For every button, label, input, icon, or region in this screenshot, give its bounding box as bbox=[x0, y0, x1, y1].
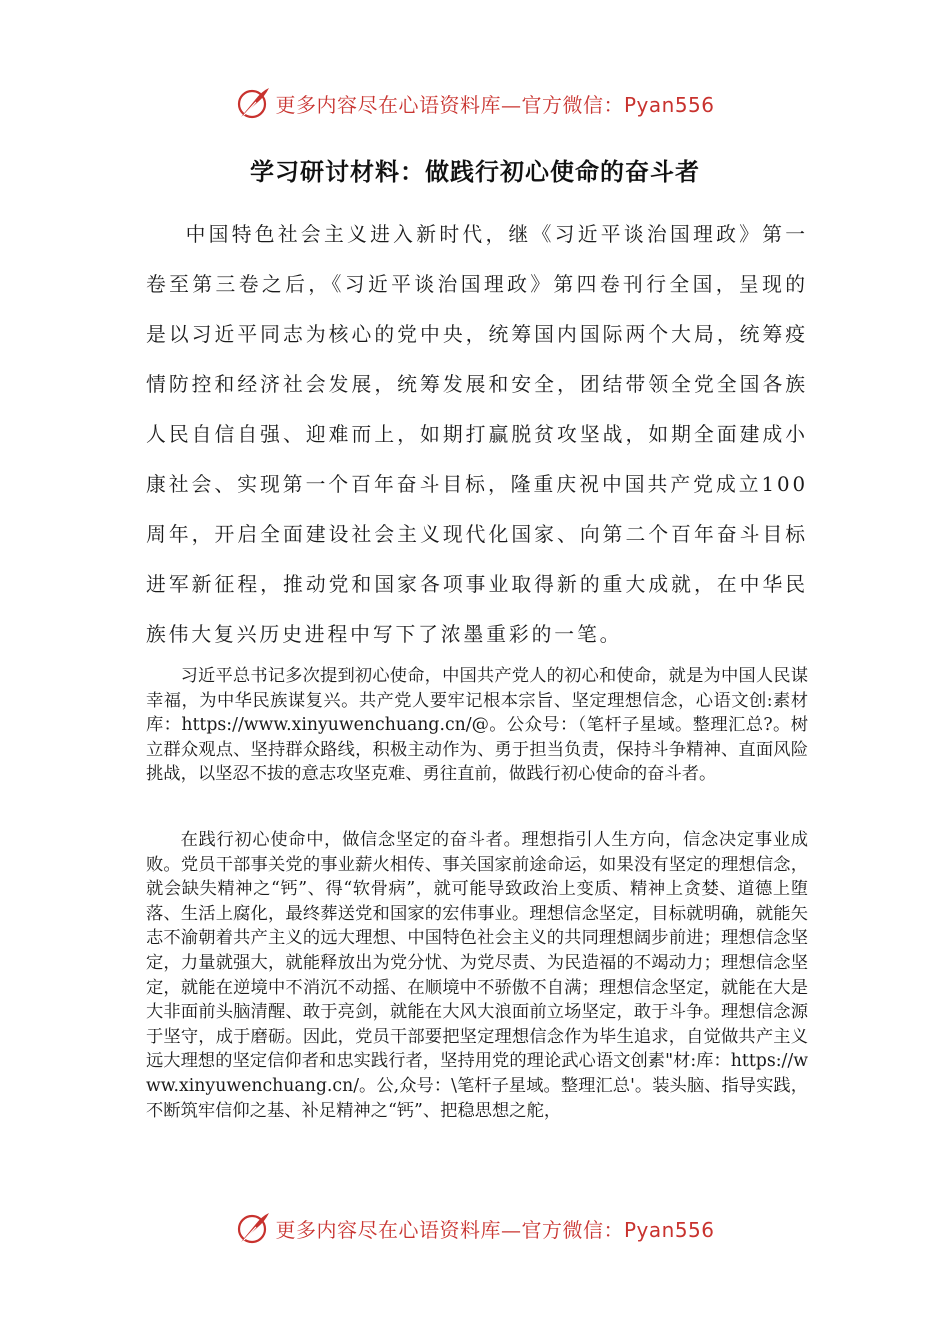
paragraph-2: 习近平总书记多次提到初心使命，中国共产党人的初心和使命，就是为中国人民谋幸福，为中华民族谋复兴。共产党人要牢记根本宗旨、坚定理想信念，心语文创:素材库：https://www.xinyuwenchuang.cn/@。公众号：（笔杆子星域。整理汇总?。树立群众观点、坚持群众路线，积极主动作为、勇于担当负责，保持斗争精神、直面风险挑战，以坚忍不拔的意志攻坚克难、勇往直前，做践行初心使命的奋斗者。 bbox=[146, 666, 808, 785]
quill-logo-icon bbox=[235, 85, 271, 121]
header-watermark-banner bbox=[0, 78, 950, 128]
document-title: 学习研讨材料：做践行初心使命的奋斗者 bbox=[250, 158, 700, 186]
paragraph-3: 在践行初心使命中，做信念坚定的奋斗者。理想指引人生方向，信念决定事业成败。党员干部事关党的事业薪火相传、事关国家前途命运，如果没有坚定的理想信念，就会缺失精神之“钙”、得“软骨病”，就可能导致政治上变质、精神上贪婪、道德上堕落、生活上腐化，最终葬送党和国家的宏伟事业。理想信念坚定，目标就明确，就能矢志不渝朝着共产主义的远大理想、中国特色社会主义的共同理想阔步前进；理想信念坚定，力量就强大，就能释放出为党分忧、为党尽责、为民造福的不竭动力；理想信念坚定，就能在逆境中不消沉不动摇、在顺境中不骄傲不自满；理想信念坚定，就能在大是大非面前头脑清醒、敢于亮剑，就能在大风大浪面前立场坚定，敢于斗争。理想信念源于坚守，成于磨砺。因此，党员干部要把坚定理想信念作为毕生追求，自觉做共产主义远大理想的坚定信仰者和忠实践行者，坚持用党的理论武心语文创素"材:库：https://www.xinyuwenchuang.cn/。公,众号：\笔杆子星域。整理汇总'。装头脑、指导实践，不断筑牢信仰之基、补足精神之“钙”、把稳思想之舵， bbox=[146, 830, 808, 1121]
footer-watermark-banner bbox=[0, 1203, 950, 1253]
watermark-text bbox=[275, 1214, 714, 1243]
paragraph-1: 中国特色社会主义进入新时代，继《习近平谈治国理政》第一卷至第三卷之后，《习近平谈治国理政》第四卷刊行全国，呈现的是以习近平同志为核心的党中央，统筹国内国际两个大局，统筹疫情防控和经济社会发展，统筹发展和安全，团结带领全党全国各族人民自信自强、迎难而上，如期打赢脱贫攻坚战，如期全面建成小康社会、实现第一个百年奋斗目标，隆重庆祝中国共产党成立100周年，开启全面建设社会主义现代化国家、向第二个百年奋斗目标进军新征程，推动党和国家各项事业取得新的重大成就，在中华民族伟大复兴历史进程中写下了浓墨重彩的一笔。 bbox=[146, 223, 808, 646]
quill-logo-icon bbox=[235, 1210, 271, 1246]
watermark-label: 更多内容尽在心语资料库—官方微信： bbox=[275, 92, 624, 117]
wechat-id: Pyan556 bbox=[623, 92, 715, 117]
wechat-id: Pyan556 bbox=[623, 1217, 715, 1242]
watermark-label: 更多内容尽在心语资料库—官方微信： bbox=[275, 1217, 624, 1242]
watermark-text bbox=[275, 89, 714, 118]
